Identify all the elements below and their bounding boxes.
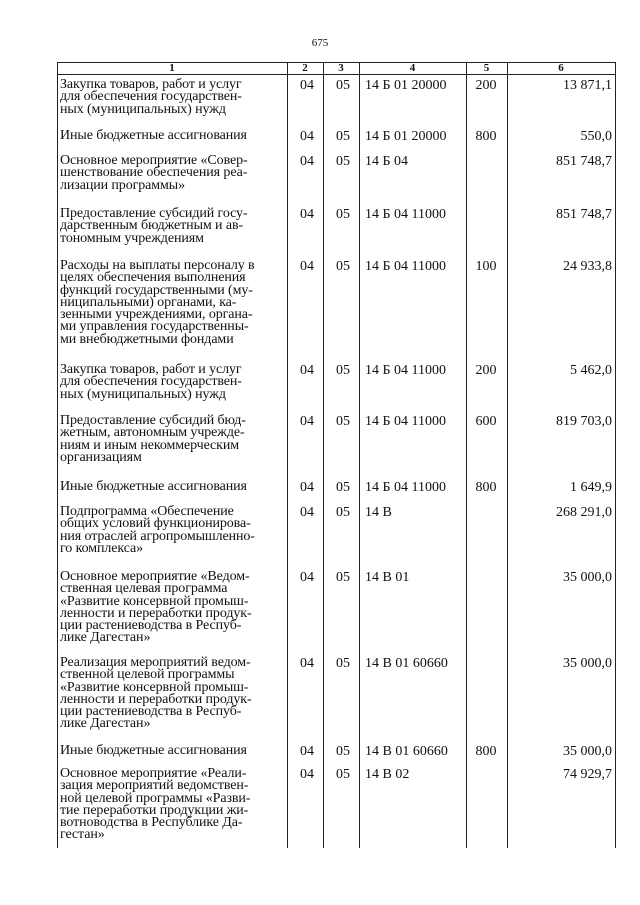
row-amount: 35 000,0 (563, 744, 612, 759)
row-amount: 268 291,0 (556, 505, 612, 520)
row-name: Иные бюджетные ассигнования (60, 743, 247, 758)
row-subsection: 05 (336, 656, 350, 671)
row-name: Предоставление субсидий госу- дарственным бюджетным и ав- тономным учреждениям (60, 206, 248, 246)
row-amount: 851 748,7 (556, 207, 612, 222)
row-amount: 819 703,0 (556, 414, 612, 429)
row-amount: 5 462,0 (570, 363, 612, 378)
row-target-code: 14 Б 01 20000 (365, 129, 447, 144)
row-target-code: 14 В 01 60660 (365, 744, 448, 759)
header-col-5: 5 (483, 62, 490, 74)
row-target-code: 14 В (365, 505, 392, 520)
row-name: Иные бюджетные ассигнования (60, 479, 247, 494)
row-section: 04 (300, 154, 314, 169)
row-subsection: 05 (336, 505, 350, 520)
row-name: Основное мероприятие «Реали- зация мероприятий ведомствен- ной целевой программы «Разви- тие переработки продукции жи- вотноводства в Республике Да- гестан» (60, 766, 251, 843)
header-col-6: 6 (558, 62, 564, 74)
column-divider (57, 62, 58, 848)
row-target-code: 14 Б 01 20000 (365, 78, 447, 93)
row-target-code: 14 Б 04 11000 (365, 363, 447, 378)
row-amount: 550,0 (580, 129, 612, 144)
row-section: 04 (300, 570, 314, 585)
row-section: 04 (300, 656, 314, 671)
column-divider (615, 62, 616, 848)
row-target-code: 14 Б 04 11000 (365, 414, 447, 429)
header-bottom-border (57, 74, 615, 75)
row-subsection: 05 (336, 154, 350, 169)
row-target-code: 14 В 01 60660 (365, 656, 448, 671)
row-section: 04 (300, 505, 314, 520)
row-section: 04 (300, 767, 314, 782)
row-expense-type: 100 (475, 259, 497, 274)
row-target-code: 14 Б 04 11000 (365, 207, 447, 222)
header-col-1: 1 (169, 62, 175, 74)
column-divider (507, 62, 508, 848)
row-name: Закупка товаров, работ и услуг для обеспечения государствен- ных (муниципальных) нужд (60, 77, 242, 117)
row-amount: 74 929,7 (563, 767, 612, 782)
row-subsection: 05 (336, 78, 350, 93)
row-amount: 24 933,8 (563, 259, 612, 274)
row-expense-type: 600 (475, 414, 497, 429)
row-subsection: 05 (336, 259, 350, 274)
row-target-code: 14 Б 04 11000 (365, 480, 447, 495)
row-name: Расходы на выплаты персоналу в целях обеспечения выполнения функций государственными (му- ниципальными) органами, ка- зенными учреждениями, органа- ми управления государственны- ми внебюджетными фондами (60, 258, 255, 347)
row-expense-type: 800 (475, 744, 497, 759)
row-subsection: 05 (336, 480, 350, 495)
row-amount: 13 871,1 (563, 78, 612, 93)
row-target-code: 14 В 01 (365, 570, 410, 585)
column-divider (323, 62, 324, 848)
row-name: Подпрограмма «Обеспечение общих условий функционирова- ния отраслей агропромышленно- го комплекса» (60, 504, 255, 556)
row-name: Закупка товаров, работ и услуг для обеспечения государствен- ных (муниципальных) нужд (60, 362, 242, 402)
row-section: 04 (300, 744, 314, 759)
row-subsection: 05 (336, 129, 350, 144)
column-divider (359, 62, 360, 848)
row-amount: 851 748,7 (556, 154, 612, 169)
row-subsection: 05 (336, 414, 350, 429)
row-subsection: 05 (336, 767, 350, 782)
row-amount: 35 000,0 (563, 570, 612, 585)
row-expense-type: 800 (475, 129, 497, 144)
row-expense-type: 800 (475, 480, 497, 495)
row-subsection: 05 (336, 744, 350, 759)
row-name: Основное мероприятие «Ведом- ственная целевая программа «Развитие консервной промыш- ленности и переработки продук- ции растениеводства в Респуб- лике Дагестан» (60, 569, 252, 646)
row-target-code: 14 Б 04 (365, 154, 409, 169)
row-section: 04 (300, 414, 314, 429)
row-expense-type: 200 (475, 363, 497, 378)
header-col-4: 4 (409, 62, 416, 74)
row-subsection: 05 (336, 207, 350, 222)
header-col-3: 3 (338, 62, 344, 74)
header-col-2: 2 (302, 62, 308, 74)
row-name: Предоставление субсидий бюд- жетным, автономным учрежде- ниям и иным некоммерческим организациям (60, 413, 246, 465)
row-subsection: 05 (336, 363, 350, 378)
row-section: 04 (300, 129, 314, 144)
row-target-code: 14 В 02 (365, 767, 410, 782)
row-name: Иные бюджетные ассигнования (60, 128, 247, 143)
row-target-code: 14 Б 04 11000 (365, 259, 447, 274)
row-subsection: 05 (336, 570, 350, 585)
page-number: 675 (311, 37, 329, 49)
budget-table (57, 62, 615, 848)
row-amount: 1 649,9 (570, 480, 612, 495)
row-name: Основное мероприятие «Совер- шенствование обеспечения реа- лизации программы» (60, 153, 248, 193)
row-section: 04 (300, 207, 314, 222)
column-divider (287, 62, 288, 848)
row-name: Реализация мероприятий ведом- ственной целевой программы «Развитие консервной промыш- ленности и переработки продук- ции растениеводства в Респуб- лике Дагестан» (60, 655, 252, 732)
row-section: 04 (300, 78, 314, 93)
row-expense-type: 200 (475, 78, 497, 93)
column-divider (466, 62, 467, 848)
row-section: 04 (300, 259, 314, 274)
row-amount: 35 000,0 (563, 656, 612, 671)
row-section: 04 (300, 363, 314, 378)
row-section: 04 (300, 480, 314, 495)
